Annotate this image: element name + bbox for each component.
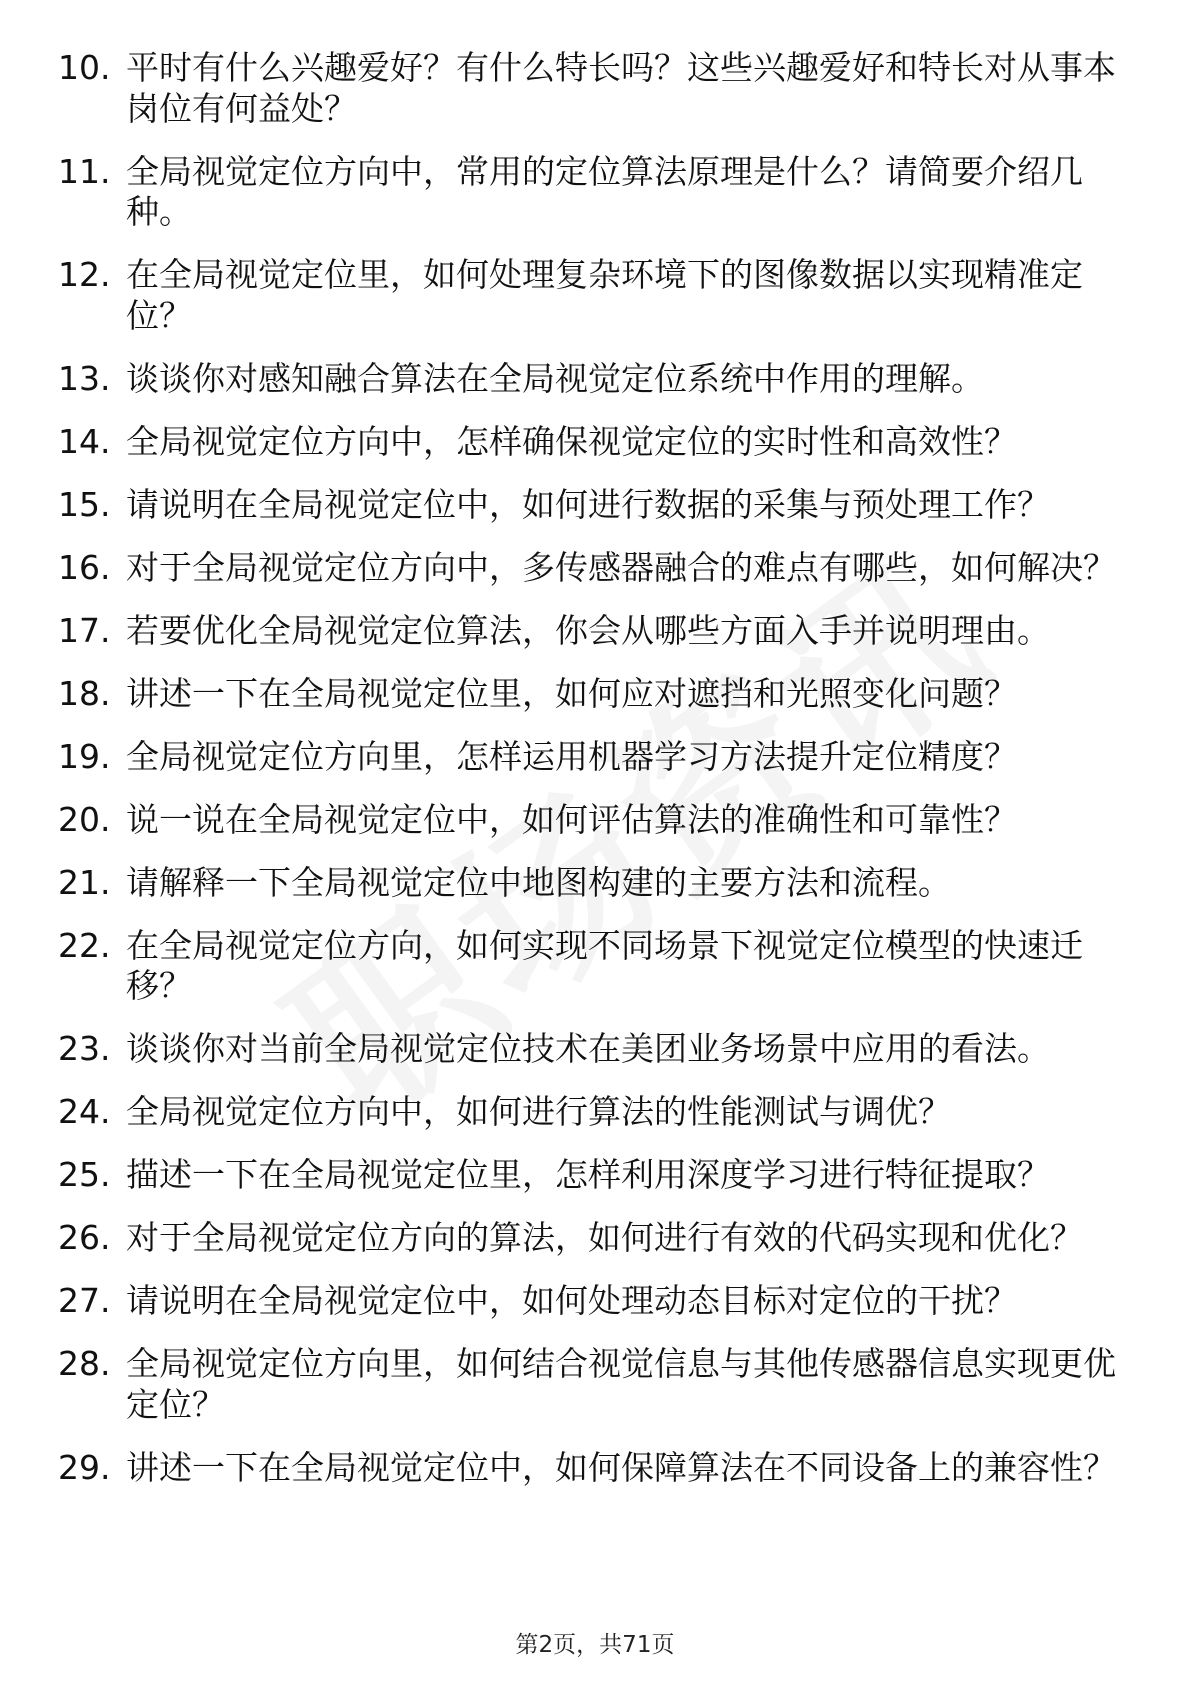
question-text: 在全局视觉定位里，如何处理复杂环境下的图像数据以实现精准定位？: [126, 255, 1083, 335]
question-text: 讲述一下在全局视觉定位中，如何保障算法在不同设备上的兼容性？: [126, 1447, 1116, 1487]
list-item: [0, 1281, 1190, 1322]
list-item: [0, 863, 1190, 904]
question-number: 21.: [58, 862, 111, 902]
question-text: 全局视觉定位方向中，如何进行算法的性能测试与调优？: [126, 1092, 951, 1131]
question-number: 10.: [58, 48, 111, 87]
question-number: 15.: [58, 484, 111, 524]
page-number: 第2页，共71页: [515, 1632, 675, 1658]
question-number: 23.: [58, 1029, 111, 1068]
question-text: 全局视觉定位方向里，怎样运用机器学习方法提升定位精度？: [126, 736, 1017, 776]
list-item: [0, 1155, 1190, 1196]
question-text: 描述一下在全局视觉定位里，怎样利用深度学习进行特征提取？: [126, 1155, 1050, 1194]
question-text: 请说明在全局视觉定位中，如何进行数据的采集与预处理工作？: [126, 484, 1050, 524]
question-number: 16.: [58, 547, 111, 587]
list-item: [0, 255, 1190, 336]
list-item: [0, 1344, 1190, 1425]
list-item: [0, 152, 1190, 233]
question-number: 17.: [58, 610, 111, 650]
list-item: [0, 737, 1190, 778]
question-number: 14.: [58, 421, 111, 461]
question-number: 25.: [58, 1155, 111, 1194]
list-item: [0, 48, 1190, 129]
question-text: 全局视觉定位方向中，怎样确保视觉定位的实时性和高效性？: [126, 421, 1017, 461]
question-number: 11.: [58, 151, 111, 191]
question-text: 请说明在全局视觉定位中，如何处理动态目标对定位的干扰？: [126, 1281, 1017, 1320]
list-item: [0, 1218, 1190, 1259]
list-item: [0, 611, 1190, 652]
list-item: [0, 1029, 1190, 1070]
list-item: [0, 422, 1190, 463]
question-number: 26.: [58, 1218, 111, 1257]
question-text: 对于全局视觉定位方向中，多传感器融合的难点有哪些，如何解决？: [126, 547, 1116, 587]
question-number: 19.: [58, 736, 111, 776]
question-number: 13.: [58, 358, 111, 398]
question-text: 说一说在全局视觉定位中，如何评估算法的准确性和可靠性？: [126, 799, 1017, 839]
question-number: 20.: [58, 799, 111, 839]
question-list: [0, 48, 1190, 1511]
list-item: [0, 1448, 1190, 1489]
list-item: [0, 674, 1190, 715]
question-text: 讲述一下在全局视觉定位里，如何应对遮挡和光照变化问题？: [126, 673, 1017, 713]
question-number: 12.: [58, 255, 111, 294]
question-number: 28.: [58, 1344, 111, 1383]
question-text: 若要优化全局视觉定位算法，你会从哪些方面入手并说明理由。: [126, 610, 1050, 650]
question-number: 18.: [58, 673, 111, 713]
question-number: 24.: [58, 1092, 111, 1131]
list-item: [0, 1092, 1190, 1133]
question-text: 谈谈你对感知融合算法在全局视觉定位系统中作用的理解。: [126, 358, 984, 398]
question-text: 全局视觉定位方向里，如何结合视觉信息与其他传感器信息实现更优定位？: [126, 1344, 1116, 1424]
list-item: [0, 548, 1190, 589]
question-text: 全局视觉定位方向中，常用的定位算法原理是什么？请简要介绍几种。: [126, 151, 1083, 231]
list-item: [0, 800, 1190, 841]
question-text: 谈谈你对当前全局视觉定位技术在美团业务场景中应用的看法。: [126, 1029, 1050, 1068]
question-text: 平时有什么兴趣爱好？有什么特长吗？这些兴趣爱好和特长对从事本岗位有何益处？: [126, 48, 1116, 128]
question-text: 在全局视觉定位方向，如何实现不同场景下视觉定位模型的快速迁移？: [126, 925, 1083, 1005]
list-item: [0, 926, 1190, 1007]
question-text: 请解释一下全局视觉定位中地图构建的主要方法和流程。: [126, 862, 951, 902]
question-number: 27.: [58, 1281, 111, 1320]
question-number: 29.: [58, 1447, 111, 1487]
list-item: [0, 485, 1190, 526]
list-item: [0, 359, 1190, 400]
question-text: 对于全局视觉定位方向的算法，如何进行有效的代码实现和优化？: [126, 1218, 1083, 1257]
question-number: 22.: [58, 925, 111, 965]
